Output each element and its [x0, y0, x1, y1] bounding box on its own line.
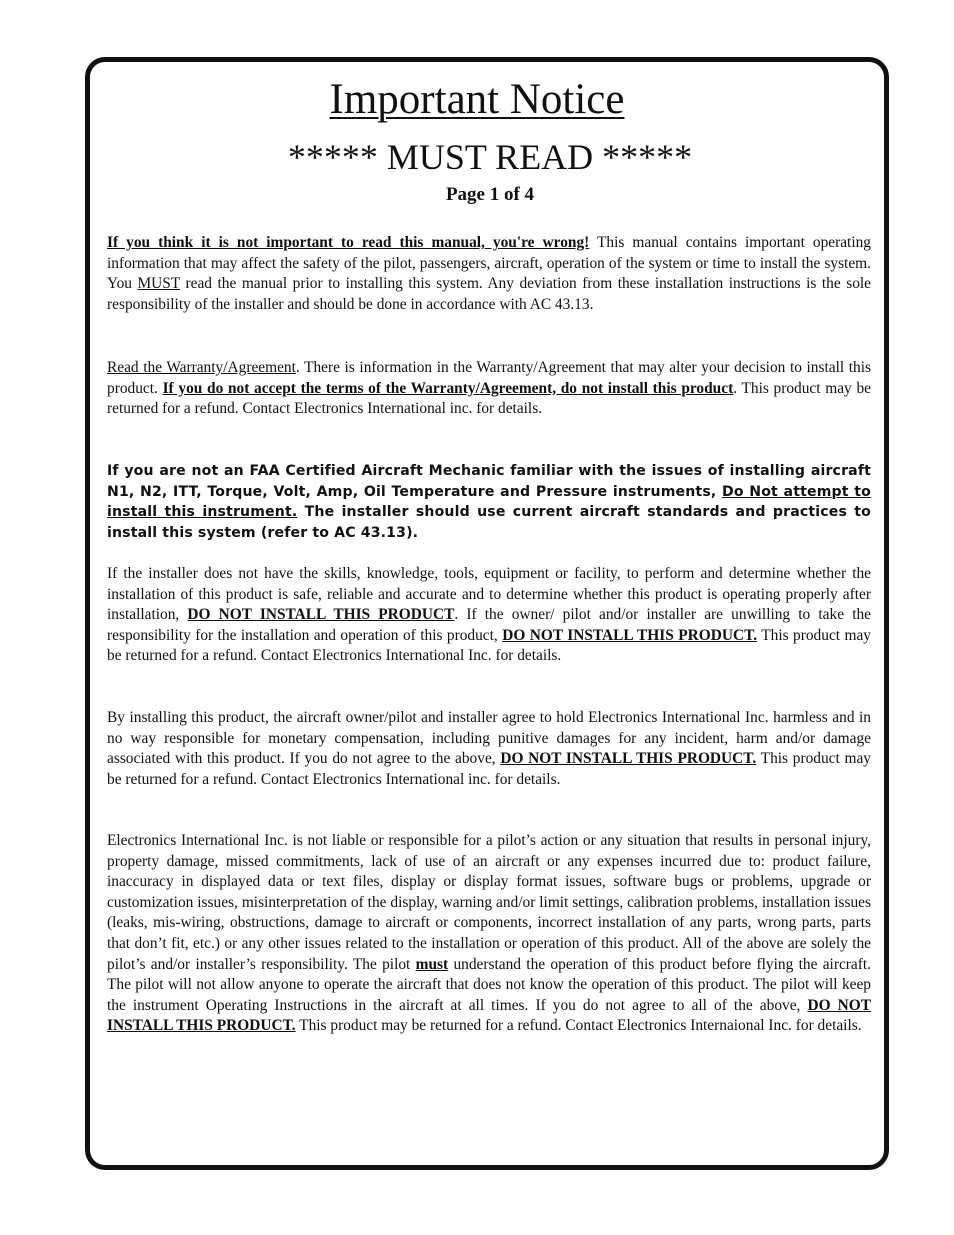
page-title: Important Notice — [329, 76, 625, 123]
paragraph-liability: Electronics International Inc. is not liable or responsible for a pilot’s action or any situation that results in personal injury, property damage, missed commitments, lack of use of an aircraft or any expenses incurred due to: product failure, inaccuracy in displayed data or text files, display or display format issues, software bugs or problems, upgrade or customization issues, misinterpretation of the display, warning and/or limit settings, calibration problems, installation issues (leaks, mis-wiring, obstructions, damage to aircraft or components, incorrect installation of any parts, wrong parts, parts that don’t fit, etc.) or any other issues related to the installation or operation of this product. All of the above are solely the pilot’s and/or installer’s responsibility. The pilot must understand the operation of this product before flying the aircraft. The pilot will not allow anyone to operate the aircraft that does not know the operation of this product. The pilot will keep the instrument Operating Instructions in the aircraft at all times. If you do not agree to all of the above, DO NOT INSTALL THIS PRODUCT. This product may be returned for a refund. Contact Electronics Internaional Inc. for details. — [107, 832, 871, 1035]
paragraph-warranty: Read the Warranty/Agreement. There is information in the Warranty/Agreement that may alter your decision to install this product. If you do not accept the terms of the Warranty/Agreement, do not install this product. This product may be returned for a refund. Contact Electronics International inc. for details. — [107, 359, 871, 418]
must-emphasis: must — [415, 955, 449, 973]
warning-lead: If you think it is not important to read this manual, you're wrong! — [107, 234, 590, 251]
do-not-install-warning: DO NOT INSTALL THIS PRODUCT. — [502, 626, 758, 644]
warranty-warning: If you do not accept the terms of the Warranty/Agreement, do not install this product — [162, 379, 734, 397]
warranty-lead: Read the Warranty/Agreement — [107, 359, 296, 376]
paragraph-manual-importance: If you think it is not important to read this manual, you're wrong! This manual contains important operating information that may affect the safety of the pilot, passengers, aircraft, operation of the system or time to install the system. You MUST read the manual prior to installing this system. Any deviation from these installation instructions is the sole responsibility of the installer and should be done in accordance with AC 43.13. — [107, 234, 871, 313]
must-read-heading: ***** MUST READ ***** — [287, 137, 693, 177]
do-not-install-warning: DO NOT INSTALL THIS PRODUCT. — [107, 996, 871, 1035]
paragraph-installer-skills: If the installer does not have the skills, knowledge, tools, equipment or facility, to perform and determine whether the installation of this product is safe, reliable and accurate and to determine whether this product is operating properly after installation, DO NOT INSTALL THIS PRODUCT. If the owner/ pilot and/or installer are unwilling to take the responsibility for the installation and operation of this product, DO NOT INSTALL THIS PRODUCT. This product may be returned for a refund. Contact Electronics International Inc. for details. — [107, 565, 871, 665]
do-not-install-warning: DO NOT INSTALL THIS PRODUCT — [187, 606, 455, 624]
do-not-install-warning: DO NOT INSTALL THIS PRODUCT. — [500, 750, 757, 768]
paragraph-hold-harmless: By installing this product, the aircraft owner/pilot and installer agree to hold Electronics International Inc. harmless and in no way responsible for monetary compensation, including punitive damages for any incident, harm and/or damage associated with this product. If you do not agree to the above, DO NOT INSTALL THIS PRODUCT. This product may be returned for a refund. Contact Electronics International inc. for details. — [107, 709, 871, 788]
do-not-attempt-warning: Do Not attempt to install this instrument. — [107, 483, 871, 521]
page-number: Page 1 of 4 — [445, 184, 535, 205]
must-emphasis: MUST — [137, 275, 180, 293]
paragraph-faa-mechanic: If you are not an FAA Certified Aircraft Mechanic familiar with the issues of installing aircraft N1, N2, ITT, Torque, Volt, Amp, Oil Temperature and Pressure instruments, Do Not attempt to install this instrument. The installer should use current aircraft standards and practices to install this system (refer to AC 43.13). — [107, 463, 871, 541]
